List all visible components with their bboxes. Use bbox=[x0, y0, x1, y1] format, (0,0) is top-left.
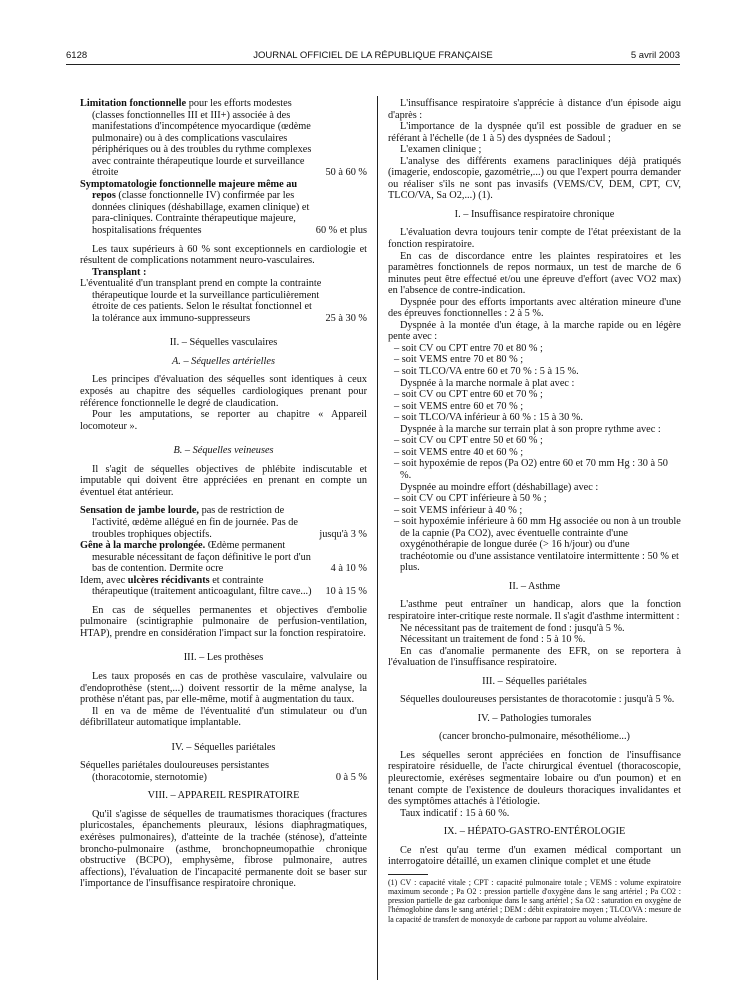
paragraph: Il en va de même de l'éventualité d'un stimulateur ou d'un défibrillateur automatique implantable. bbox=[80, 705, 367, 729]
list-item: – soit CV ou CPT inférieure à 50 % ; bbox=[394, 493, 547, 505]
paragraph: En cas d'anomalie permanente des EFR, on se reportera à l'évaluation de l'insuffisance respiratoire. bbox=[388, 645, 681, 669]
paragraph: Ce n'est qu'au terme d'un examen médical comportant un interrogatoire détaillé, un examen clinique complet et une étude bbox=[388, 844, 681, 868]
rate-row-jambe-lourde bbox=[80, 505, 367, 540]
jambe-lourde-value: jusqu'à 3 % bbox=[319, 528, 367, 540]
chapter-heading: VIII. – APPAREIL RESPIRATOIRE bbox=[147, 790, 300, 802]
paragraph: Les séquelles seront appréciées en fonction de l'insuffisance respiratoire résiduelle, de l'acte chirurgical éventuel (thoracoscopie, pleurectomie, exérèses segmentaire lobaire ou d'un poumon) et en tenant compte de l'existence de douleurs thoraciques invalidantes et des symptômes attachés à l'étiologie. bbox=[388, 749, 681, 808]
list-item: – soit VEMS entre 70 et 80 % ; bbox=[394, 354, 524, 366]
paragraph: Taux indicatif : 15 à 60 %. bbox=[400, 807, 510, 819]
paragraph: Les taux proposés en cas de prothèse vasculaire, valvulaire ou d'endoprothèse (stent,...) doivent ressortir de la même analyse, la prothèse n'étant pas, par elle-même, motif à augmentation du taux. bbox=[80, 670, 367, 706]
jambe-lourde-text: pas de restriction de l'activité, œdème allégué en fin de journée. Pas de troubles trophiques objectifs. bbox=[92, 505, 298, 540]
list-item: – soit CV ou CPT entre 70 et 80 % ; bbox=[394, 342, 543, 354]
right-column bbox=[388, 98, 681, 924]
ulceres-prefix: Idem, avec bbox=[80, 574, 126, 586]
criteria-list bbox=[388, 389, 681, 424]
gene-marche-text: Œdème permanent mesurable nécessitant de façon définitive le port d'un bas de contention. Dermite ocre bbox=[92, 540, 311, 575]
section-heading: II. – Asthme bbox=[508, 580, 561, 592]
section-heading: IV. – Pathologies tumorales bbox=[477, 712, 592, 724]
section-heading: I. – Insuffisance respiratoire chronique bbox=[454, 208, 615, 220]
paragraph: Dyspnée à la marche normale à plat avec : bbox=[400, 377, 575, 389]
ulceres-value: 10 à 15 % bbox=[325, 586, 367, 598]
parietales-text: Séquelles pariétales douloureuses persistantes (thoracotomie, sternotomie) bbox=[80, 760, 270, 783]
paragraph: Dyspnée à la marche sur terrain plat à son propre rythme avec : bbox=[400, 423, 661, 435]
rate-row-limitation bbox=[80, 98, 367, 179]
criteria-list bbox=[388, 435, 681, 481]
header-rule bbox=[66, 64, 680, 65]
paragraph: En cas de discordance entre les plaintes respiratoires et les paramètres fonctionnels de repos normaux, un test de marche de 6 minutes peut être effectué et/ou une épreuve d'effort (avec VO2 max) en l'absence de contre-indication. bbox=[388, 250, 681, 297]
column-divider bbox=[377, 96, 378, 980]
paragraph: Ne nécessitant pas de traitement de fond : jusqu'à 5 %. bbox=[400, 622, 625, 634]
jambe-lourde-label: Sensation de jambe lourde, bbox=[80, 505, 199, 517]
journal-title: JOURNAL OFFICIEL DE LA RÉPUBLIQUE FRANÇAISE bbox=[253, 50, 493, 61]
paragraph: L'évaluation devra toujours tenir compte de l'état préexistant de la fonction respiratoire. bbox=[388, 227, 681, 251]
paragraph: Les taux supérieurs à 60 % sont exceptionnels en cardiologie et résultent de complications notamment neuro-vasculaires. bbox=[80, 243, 367, 267]
gene-marche-value: 4 à 10 % bbox=[330, 563, 367, 575]
symptomatologie-value: 60 % et plus bbox=[315, 225, 367, 237]
symptomatologie-text: (classe fonctionnelle IV) confirmée par les données cliniques (déshabillage, examen clinique) et para-cliniques. Contrainte thérapeutique majeure, hospitalisations fréquentes bbox=[92, 190, 310, 237]
rate-row-gene-marche bbox=[80, 540, 367, 575]
ulceres-label: ulcères récidivants bbox=[127, 574, 210, 586]
list-item: – soit TLCO/VA entre 60 et 70 % : 5 à 15 %. bbox=[394, 366, 579, 378]
rate-row-transplant bbox=[80, 278, 367, 324]
footnote-rule bbox=[388, 874, 428, 875]
list-item: – soit CV ou CPT entre 60 et 70 % ; bbox=[394, 389, 543, 401]
paragraph: En cas de séquelles permanentes et objectives d'embolie pulmonaire (scintigraphie pulmonaire de perfusion-ventilation, HTAP), prendre en considération l'impact sur la fonction respiratoire. bbox=[80, 604, 367, 639]
footnote: (1) CV : capacité vitale ; CPT : capacité pulmonaire totale ; VEMS : volume expiratoire maximum seconde ; Pa O2 : pression partielle d'oxygène dans le sang artériel ; Pa CO2 : pression partielle de gaz carbonique dans le sang artériel ; Sa O2 : saturation en oxygène de l'hémoglobine dans le sang artériel ; DEM : débit expiratoire moyen ; TLCO/VA : mesure de la capacité de transfert de monoxyde de carbone par rapport au volume alvéolaire. bbox=[388, 877, 681, 924]
limitation-text: pour les efforts modestes (classes fonctionnelles III et III+) associée à des manifestations d'incompétence myocardique (œdème pulmonaire) ou à des complications vasculaires périphériques ou à des troubles du rythme complexes avec contrainte thérapeutique lourde et surveillance étroite bbox=[92, 98, 312, 179]
paragraph: Pour les amputations, se reporter au chapitre « Appareil locomoteur ». bbox=[80, 409, 367, 432]
transplant-value: 25 à 30 % bbox=[325, 312, 367, 324]
criteria-list bbox=[388, 343, 681, 378]
list-item: – soit VEMS entre 60 et 70 % ; bbox=[394, 400, 524, 412]
section-heading: III. – Séquelles pariétales bbox=[482, 675, 587, 687]
rate-row-parietales bbox=[80, 760, 367, 783]
paragraph: Les principes d'évaluation des séquelles sont identiques à ceux exposés au chapitre des séquelles cardiologiques prenant pour référence fonctionnelle le degré de claudication. bbox=[80, 374, 367, 409]
page-number: 6128 bbox=[66, 50, 88, 61]
limitation-label: Limitation fonctionnelle bbox=[80, 98, 187, 109]
list-item: – soit VEMS entre 40 et 60 % ; bbox=[394, 446, 524, 458]
paragraph: Qu'il s'agisse de séquelles de traumatismes thoraciques (fractures pluricostales, épanchements pleuraux, lésions diaphragmatiques, exérèses pulmonaires), d'atteinte de la trachée (sténose), d'atteinte broncho-pulmonaire (asthme, bronchopneumopathie chronique obstructive (BCPO), emphysème, fibrose pulmonaire, autres affections), l'évaluation de l'incapacité permanente doit se baser sur l'importance de l'insuffisance respiratoire chronique. bbox=[80, 808, 367, 890]
paragraph: L'importance de la dyspnée qu'il est possible de graduer en se référant à l'échelle (de 1 à 5) des dyspnées de Sadoul ; bbox=[388, 121, 681, 144]
paragraph: Dyspnée pour des efforts importants avec altération mineure d'une des épreuves fonctionnelles : 2 à 5 %. bbox=[388, 296, 681, 320]
gene-marche-label: Gêne à la marche prolongée. bbox=[80, 540, 206, 552]
transplant-label: Transplant : bbox=[92, 266, 147, 278]
chapter-heading: IX. – HÉPATO-GASTRO-ENTÉROLOGIE bbox=[443, 826, 626, 838]
section-subtitle: (cancer broncho-pulmonaire, mésothéliome...) bbox=[439, 731, 630, 743]
list-item: – soit TLCO/VA inférieur à 60 % : 15 à 30 %. bbox=[394, 412, 583, 424]
paragraph: L'asthme peut entraîner un handicap, alors que la fonction respiratoire inter-critique reste normale. Il s'agit d'asthme intermittent : bbox=[388, 599, 681, 622]
paragraph: Séquelles douloureuses persistantes de thoracotomie : jusqu'à 5 %. bbox=[400, 694, 675, 706]
symptomatologie-label: Symptomatologie fonctionnelle majeure même au repos bbox=[80, 178, 298, 202]
publication-date: 5 avril 2003 bbox=[630, 50, 680, 61]
list-item: – soit hypoxémie inférieure à 60 mm Hg associée ou non à un trouble de la capnie (Pa CO2), avec éventuelle contrainte d'une oxygénothérapie de longue durée (> 16 h/jour) ou d'une trachéotomie ou d'une assistance ventilatoire intermittente : 50 % et plus. bbox=[394, 516, 681, 574]
paragraph: L'insuffisance respiratoire s'apprécie à distance d'un épisode aigu d'après : bbox=[388, 98, 681, 121]
subsection-heading: A. – Séquelles artérielles bbox=[172, 355, 275, 367]
paragraph: L'analyse des différents examens paracliniques déjà pratiqués (imagerie, endoscopie, gazométrie,...) ou que l'expert pourra demander ou réaliser s'ils ne sont pas invasifs (VEMS/CV, DEM, CPT, CV, TLCO/VA, Sa O2,...) (1). bbox=[388, 155, 681, 202]
paragraph: Nécessitant un traitement de fond : 5 à 10 %. bbox=[400, 634, 586, 646]
section-heading: III. – Les prothèses bbox=[183, 652, 264, 664]
list-item: – soit CV ou CPT entre 50 et 60 % ; bbox=[394, 435, 543, 447]
list-item: – soit hypoxémie de repos (Pa O2) entre 60 et 70 mm Hg : 30 à 50 %. bbox=[394, 458, 668, 481]
limitation-value: 50 à 60 % bbox=[325, 167, 367, 179]
transplant-text: L'éventualité d'un transplant prend en compte la contrainte thérapeutique lourde et la surveillance particulièrement étroite de ces patients. Selon le résultat fonctionnel et la tolérance aux immuno-suppresseurs bbox=[80, 278, 322, 324]
section-heading: IV. – Séquelles pariétales bbox=[171, 741, 276, 753]
list-item: – soit VEMS inférieur à 40 % ; bbox=[394, 504, 523, 516]
paragraph: Il s'agit de séquelles objectives de phlébite indiscutable et imputable qui doivent être appréciées en prenant en compte un éventuel état antérieur. bbox=[80, 463, 367, 498]
ulceres-text: et contrainte thérapeutique (traitement anticoagulant, filtre cave...) bbox=[92, 574, 312, 598]
section-heading: II. – Séquelles vasculaires bbox=[169, 337, 278, 349]
parietales-value: 0 à 5 % bbox=[335, 771, 367, 783]
paragraph: L'examen clinique ; bbox=[400, 144, 482, 156]
rate-row-ulceres bbox=[80, 575, 367, 598]
left-column bbox=[80, 98, 367, 890]
criteria-list bbox=[388, 493, 681, 574]
rate-row-symptomatologie bbox=[80, 179, 367, 237]
paragraph: Dyspnée à la montée d'un étage, à la marche rapide ou en légère pente avec : bbox=[388, 319, 681, 343]
subsection-heading: B. – Séquelles veineuses bbox=[173, 445, 274, 457]
paragraph: Dyspnée au moindre effort (déshabillage) avec : bbox=[400, 481, 599, 493]
